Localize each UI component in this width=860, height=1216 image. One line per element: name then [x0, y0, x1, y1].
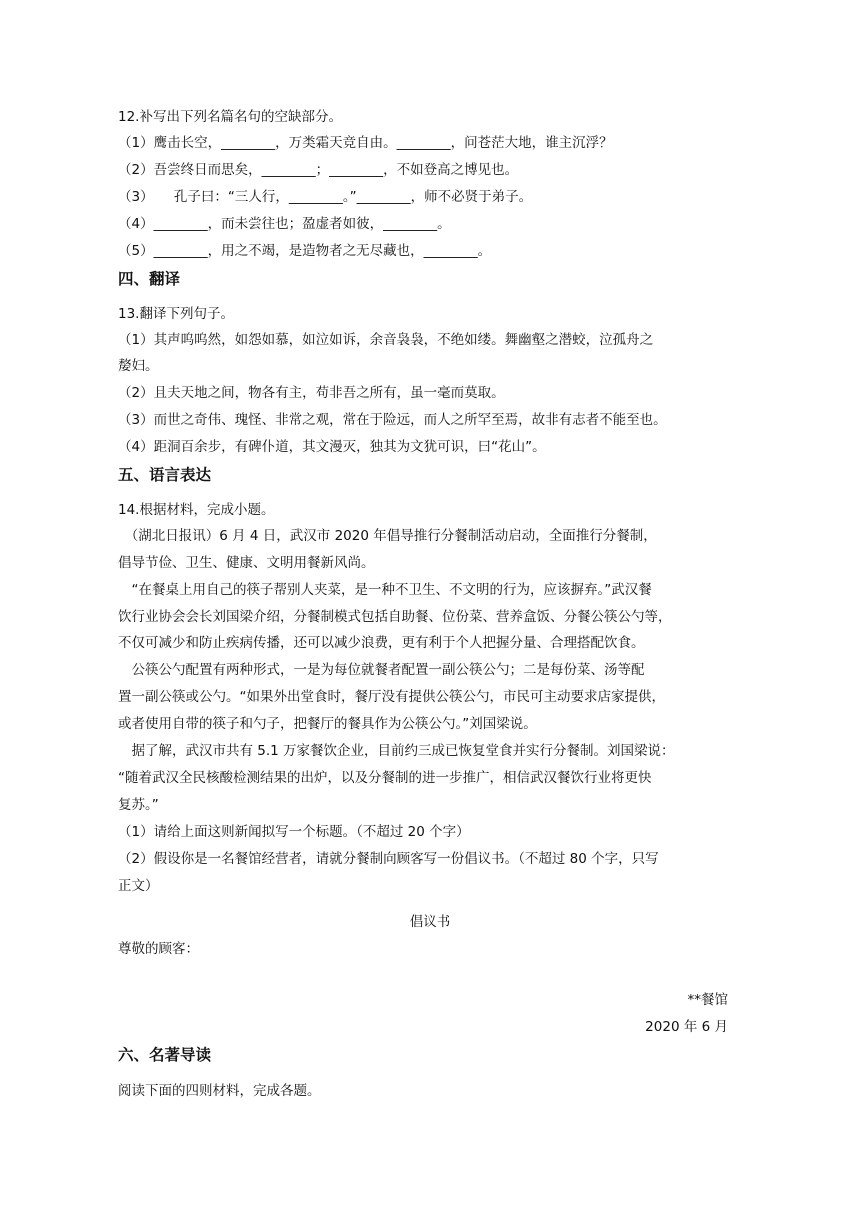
- q12-line-1: （1）鹰击长空，________，万类霜天竞自由。________，问苍茫大地，谁主沉浮？: [118, 135, 613, 151]
- q12-line-4: （4）________，而未尝往也；盈虚者如彼，________。: [118, 216, 451, 232]
- proposal-signature: **餐馆: [687, 992, 728, 1008]
- question-13-title: 13.翻译下列句子。: [118, 306, 234, 322]
- proposal-letter-title: 倡议书: [409, 914, 451, 930]
- q14-paragraph-line-7: 置一副公筷或公勺。“如果外出堂食时，餐厅没有提供公筷公勺，市民可主动要求店家提供，: [118, 689, 665, 705]
- proposal-date: 2020 年 6 月: [645, 1019, 728, 1035]
- q12-line-3: （3） 孔子曰：“三人行，________。”________，师不必贤于弟子。: [118, 189, 533, 205]
- section-heading-language-expression: 五、语言表达: [118, 466, 212, 484]
- q14-paragraph-line-1: （湖北日报讯）6 月 4 日，武汉市 2020 年倡导推行分餐制活动启动，全面推行分餐制，: [118, 528, 657, 544]
- question-12-title: 12.补写出下列名篇名句的空缺部分。: [118, 109, 342, 125]
- proposal-salutation: 尊敬的顾客：: [118, 941, 199, 957]
- q14-paragraph-line-9: 据了解，武汉市共有 5.1 万家餐饮企业，目前约三成已恢复堂食并实行分餐制。刘国梁说：: [118, 743, 675, 759]
- q14-subquestion-2-cont: 正文）: [118, 878, 159, 894]
- q14-paragraph-line-10: “随着武汉全民核酸检测结果的出炉，以及分餐制的进一步推广，相信武汉餐饮行业将更快: [118, 770, 652, 786]
- q14-paragraph-line-3: “在餐桌上用自己的筷子帮别人夹菜，是一种不卫生、不文明的行为，应该摒弃。”武汉餐: [118, 582, 652, 598]
- section-heading-classics-reading: 六、名著导读: [118, 1046, 212, 1064]
- section-heading-translation: 四、翻译: [118, 270, 181, 288]
- q12-line-2: （2）吾尝终日而思矣，________；________，不如登高之博见也。: [118, 162, 519, 178]
- q13-line-2: （2）且夫天地之间，物各有主，苟非吾之所有，虽一毫而莫取。: [118, 385, 505, 401]
- q13-line-1b: 嫠妇。: [118, 358, 159, 374]
- q14-subquestion-1: （1）请给上面这则新闻拟写一个标题。（不超过 20 个字）: [118, 824, 470, 840]
- q14-paragraph-line-2: 倡导节俭、卫生、健康、文明用餐新风尚。: [118, 555, 375, 571]
- reading-intro: 阅读下面的四则材料，完成各题。: [118, 1083, 321, 1099]
- q13-line-1: （1）其声呜呜然，如怨如慕，如泣如诉，余音袅袅，不绝如缕。舞幽壑之潜蛟，泣孤舟之: [118, 332, 654, 348]
- q14-paragraph-line-4: 饮行业协会会长刘国梁介绍，分餐制模式包括自助餐、位份菜、营养盒饭、分餐公筷公勺等，: [118, 609, 672, 625]
- question-14-title: 14.根据材料，完成小题。: [118, 502, 275, 518]
- q14-paragraph-line-5: 不仅可减少和防止疾病传播，还可以减少浪费，更有利于个人把握分量、合理搭配饮食。: [118, 635, 645, 651]
- q14-subquestion-2: （2）假设你是一名餐馆经营者，请就分餐制向顾客写一份倡议书。（不超过 80 个字，只写: [118, 851, 659, 867]
- q13-line-4: （4）距洞百余步，有碑仆道，其文漫灭，独其为文犹可识，曰“花山”。: [118, 439, 546, 455]
- q14-paragraph-line-6: 公筷公勺配置有两种形式，一是为每位就餐者配置一副公筷公勺；二是每份菜、汤等配: [118, 662, 645, 678]
- q14-paragraph-line-8: 或者使用自带的筷子和勺子，把餐厅的餐具作为公筷公勺。”刘国梁说。: [118, 716, 537, 732]
- q12-line-5: （5）________，用之不竭，是造物者之无尽藏也，________。: [118, 243, 492, 259]
- q13-line-3: （3）而世之奇伟、瑰怪、非常之观，常在于险远，而人之所罕至焉，故非有志者不能至也。: [118, 412, 667, 428]
- q14-paragraph-line-11: 复苏。”: [118, 797, 159, 813]
